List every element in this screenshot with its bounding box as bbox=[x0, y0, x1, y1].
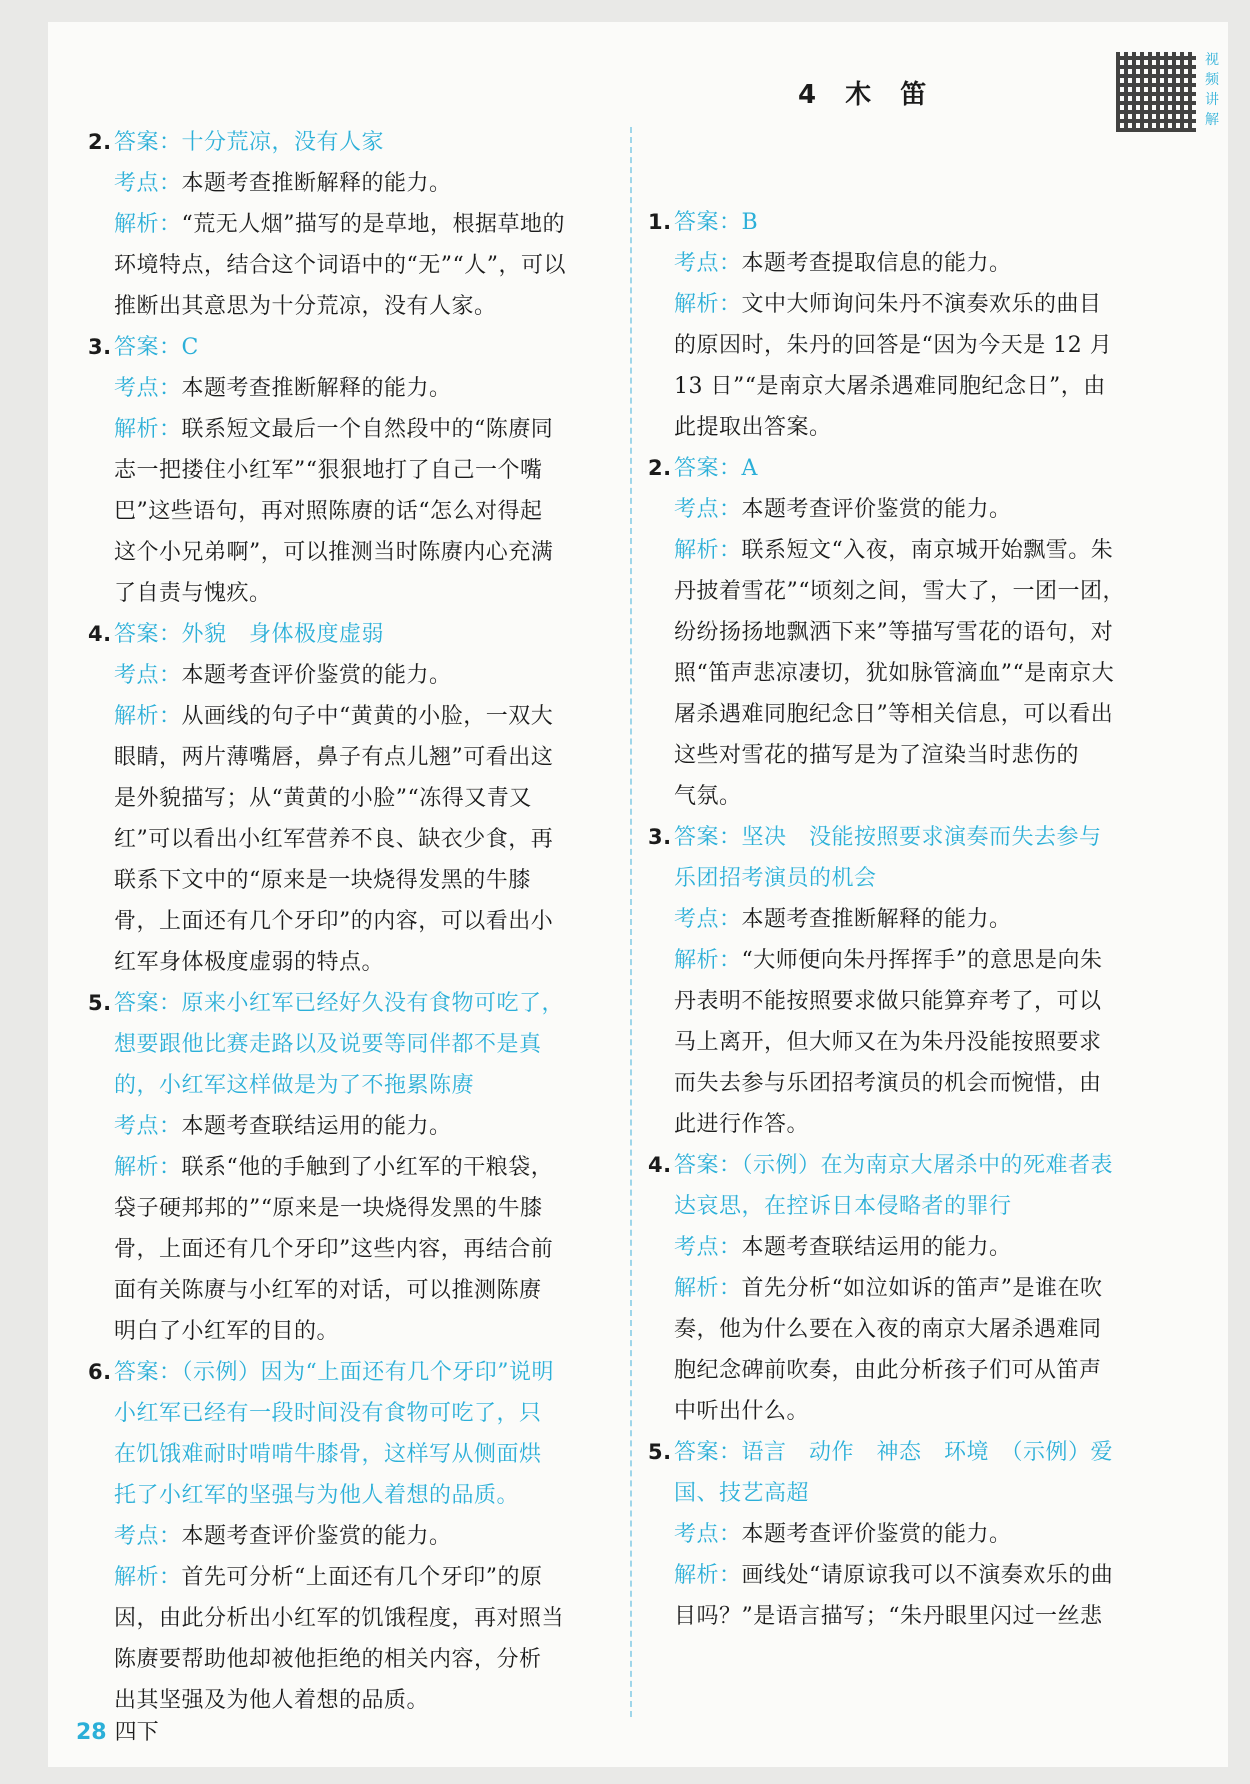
analysis-text: 从画线的句子中“黄黄的小脸，一双大 bbox=[181, 704, 554, 729]
section-title: 4 木 笛 bbox=[798, 80, 937, 110]
analysis-text: 目吗？”是语言描写；“朱丹眼里闪过一丝悲 bbox=[674, 1604, 1103, 1629]
point-tag: 考点： bbox=[674, 1235, 742, 1260]
analysis-text: 首先可分析“上面还有几个牙印”的原 bbox=[181, 1565, 543, 1590]
analysis-line bbox=[88, 942, 628, 983]
analysis-text: 骨，上面还有几个牙印”的内容，可以看出小 bbox=[114, 909, 554, 934]
analysis-text: 气氛。 bbox=[674, 784, 742, 809]
analysis-line bbox=[88, 491, 628, 532]
answer-line bbox=[88, 1024, 628, 1065]
analysis-text: “荒无人烟”描写的是草地，根据草地的 bbox=[181, 212, 566, 237]
analysis-line bbox=[88, 778, 628, 819]
analysis-line bbox=[88, 1270, 628, 1311]
answer-text: 的，小红军这样做是为了不拖累陈赓 bbox=[114, 1073, 475, 1098]
analysis-line bbox=[88, 450, 628, 491]
analysis-line bbox=[88, 573, 628, 614]
analysis-tag: 解析： bbox=[114, 1565, 182, 1590]
point-line bbox=[88, 368, 628, 409]
analysis-line bbox=[648, 1022, 1208, 1063]
point-tag: 考点： bbox=[114, 376, 182, 401]
answer-text: 原来小红军已经好久没有食物可吃了， bbox=[181, 991, 565, 1016]
analysis-line bbox=[648, 571, 1208, 612]
analysis-text: 志一把搂住小红军”“狠狠地打了自己一个嘴 bbox=[114, 458, 543, 483]
answer-text: （示例）因为“上面还有几个牙印”说明 bbox=[181, 1360, 555, 1385]
point-line bbox=[648, 489, 1208, 530]
analysis-line bbox=[648, 653, 1208, 694]
analysis-text: 联系下文中的“原来是一块烧得发黑的牛膝 bbox=[114, 868, 531, 893]
page-footer bbox=[76, 1715, 159, 1746]
analysis-line bbox=[648, 694, 1208, 735]
analysis-text: 联系短文“入夜，南京城开始飘雪。朱 bbox=[741, 538, 1114, 563]
analysis-line bbox=[648, 1350, 1208, 1391]
answer-line bbox=[88, 1393, 628, 1434]
answer-line bbox=[648, 817, 1208, 858]
point-text: 本题考查提取信息的能力。 bbox=[741, 251, 1012, 276]
answer-line bbox=[648, 1473, 1208, 1514]
answer-text: 乐团招考演员的机会 bbox=[674, 866, 877, 891]
analysis-line bbox=[88, 1229, 628, 1270]
analysis-text: 这个小兄弟啊”，可以推测当时陈赓内心充满 bbox=[114, 540, 554, 565]
analysis-line bbox=[648, 1268, 1208, 1309]
right-question-list bbox=[648, 202, 1208, 1637]
analysis-text: 陈赓要帮助他却被他拒绝的相关内容，分析 bbox=[114, 1647, 542, 1672]
answer-text: 坚决 没能按照要求演奏而失去参与 bbox=[741, 825, 1102, 850]
question-number: 2. bbox=[648, 456, 672, 480]
point-tag: 考点： bbox=[114, 171, 182, 196]
analysis-line bbox=[88, 532, 628, 573]
analysis-text: 了自责与愧疚。 bbox=[114, 581, 272, 606]
answer-text: C bbox=[181, 335, 199, 360]
question-number: 5. bbox=[648, 1440, 672, 1464]
analysis-line bbox=[648, 776, 1208, 817]
question-number: 4. bbox=[648, 1153, 672, 1177]
analysis-line bbox=[88, 1557, 628, 1598]
answer-text: 十分荒凉，没有人家 bbox=[181, 130, 385, 155]
answer-line bbox=[648, 858, 1208, 899]
point-line bbox=[88, 655, 628, 696]
analysis-line bbox=[88, 1311, 628, 1352]
analysis-line bbox=[648, 366, 1208, 407]
analysis-text: 明白了小红军的目的。 bbox=[114, 1319, 340, 1344]
question-number: 4. bbox=[88, 622, 112, 646]
analysis-line bbox=[88, 204, 628, 245]
answer-tag: 答案： bbox=[674, 825, 742, 850]
analysis-line bbox=[648, 407, 1208, 448]
point-text: 本题考查评价鉴赏的能力。 bbox=[741, 497, 1012, 522]
analysis-tag: 解析： bbox=[674, 538, 742, 563]
analysis-line bbox=[648, 1309, 1208, 1350]
analysis-tag: 解析： bbox=[674, 292, 742, 317]
qr-code-icon[interactable] bbox=[1116, 52, 1196, 132]
analysis-tag: 解析： bbox=[674, 1563, 742, 1588]
answer-tag: 答案： bbox=[674, 1440, 742, 1465]
point-tag: 考点： bbox=[114, 1524, 182, 1549]
analysis-text: 丹表明不能按照要求做只能算弃考了，可以 bbox=[674, 989, 1102, 1014]
analysis-text: 这些对雪花的描写是为了渲染当时悲伤的 bbox=[674, 743, 1080, 768]
analysis-line bbox=[88, 245, 628, 286]
point-line bbox=[88, 1106, 628, 1147]
analysis-line bbox=[648, 530, 1208, 571]
analysis-text: 面有关陈赓与小红军的对话，可以推测陈赓 bbox=[114, 1278, 542, 1303]
point-text: 本题考查评价鉴赏的能力。 bbox=[741, 1522, 1012, 1547]
analysis-line bbox=[88, 696, 628, 737]
analysis-text: 眼睛，两片薄嘴唇，鼻子有点儿翘”可看出这 bbox=[114, 745, 554, 770]
analysis-text: 而失去参与乐团招考演员的机会而惋惜，由 bbox=[674, 1071, 1102, 1096]
analysis-text: 屠杀遇难同胞纪念日”等相关信息，可以看出 bbox=[674, 702, 1114, 727]
question-number: 2. bbox=[88, 130, 112, 154]
analysis-line bbox=[88, 819, 628, 860]
answer-line bbox=[88, 1434, 628, 1475]
answer-text: 想要跟他比赛走路以及说要等同伴都不是真 bbox=[114, 1032, 542, 1057]
analysis-line bbox=[88, 737, 628, 778]
answer-tag: 答案： bbox=[114, 622, 182, 647]
answer-tag: 答案： bbox=[674, 210, 742, 235]
analysis-text: 是外貌描写；从“黄黄的小脸”“冻得又青又 bbox=[114, 786, 532, 811]
answer-text: 小红军已经有一段时间没有食物可吃了，只 bbox=[114, 1401, 542, 1426]
analysis-text: 此提取出答案。 bbox=[674, 415, 832, 440]
question-number: 3. bbox=[88, 335, 112, 359]
point-text: 本题考查推断解释的能力。 bbox=[741, 907, 1012, 932]
answer-text: （示例）在为南京大屠杀中的死难者表 bbox=[741, 1153, 1114, 1178]
analysis-tag: 解析： bbox=[114, 212, 182, 237]
analysis-line bbox=[648, 735, 1208, 776]
answer-line bbox=[88, 1065, 628, 1106]
answer-text: 国、技艺高超 bbox=[674, 1481, 810, 1506]
analysis-text: 袋子硬邦邦的”“原来是一块烧得发黑的牛膝 bbox=[114, 1196, 543, 1221]
left-column bbox=[88, 122, 628, 1721]
analysis-text: 因，由此分析出小红军的饥饿程度，再对照当 bbox=[114, 1606, 565, 1631]
question-number: 3. bbox=[648, 825, 672, 849]
analysis-tag: 解析： bbox=[114, 1155, 182, 1180]
analysis-text: 画线处“请原谅我可以不演奏欢乐的曲 bbox=[741, 1563, 1114, 1588]
answer-tag: 答案： bbox=[674, 456, 742, 481]
analysis-text: 巴”这些语句，再对照陈赓的话“怎么对得起 bbox=[114, 499, 543, 524]
answer-line bbox=[88, 327, 628, 368]
answer-text: A bbox=[741, 456, 758, 481]
answer-line bbox=[648, 1432, 1208, 1473]
point-text: 本题考查评价鉴赏的能力。 bbox=[181, 1524, 452, 1549]
analysis-line bbox=[648, 1596, 1208, 1637]
point-text: 本题考查联结运用的能力。 bbox=[181, 1114, 452, 1139]
column-divider bbox=[630, 127, 632, 1717]
answer-line bbox=[88, 1475, 628, 1516]
answer-tag: 答案： bbox=[114, 335, 182, 360]
point-line bbox=[648, 1227, 1208, 1268]
analysis-text: 中听出什么。 bbox=[674, 1399, 810, 1424]
analysis-line bbox=[648, 612, 1208, 653]
point-text: 本题考查推断解释的能力。 bbox=[181, 171, 452, 196]
analysis-text: 照“笛声悲凉凄切，犹如脉管滴血”“是南京大 bbox=[674, 661, 1115, 686]
analysis-line bbox=[648, 1104, 1208, 1145]
analysis-text: 推断出其意思为十分荒凉，没有人家。 bbox=[114, 294, 497, 319]
point-tag: 考点： bbox=[674, 251, 742, 276]
answer-line bbox=[88, 122, 628, 163]
answer-text: B bbox=[741, 210, 759, 235]
point-tag: 考点： bbox=[114, 1114, 182, 1139]
answer-text: 外貌 身体极度虚弱 bbox=[181, 622, 385, 647]
analysis-text: 丹披着雪花”“顷刻之间，雪大了，一团一团， bbox=[674, 579, 1125, 604]
analysis-line bbox=[648, 1555, 1208, 1596]
analysis-line bbox=[648, 940, 1208, 981]
answer-key-page bbox=[48, 22, 1228, 1767]
analysis-line bbox=[648, 1063, 1208, 1104]
page-number: 28 bbox=[76, 1720, 107, 1745]
answer-tag: 答案： bbox=[674, 1153, 742, 1178]
point-line bbox=[648, 899, 1208, 940]
point-text: 本题考查联结运用的能力。 bbox=[741, 1235, 1012, 1260]
grade-label: 四下 bbox=[114, 1720, 159, 1745]
answer-line bbox=[88, 983, 628, 1024]
point-line bbox=[88, 1516, 628, 1557]
answer-line bbox=[88, 614, 628, 655]
analysis-text: 环境特点，结合这个词语中的“无”“人”，可以 bbox=[114, 253, 566, 278]
analysis-text: 骨，上面还有几个牙印”这些内容，再结合前 bbox=[114, 1237, 554, 1262]
analysis-line bbox=[88, 409, 628, 450]
analysis-text: 胞纪念碑前吹奏，由此分析孩子们可从笛声 bbox=[674, 1358, 1102, 1383]
answer-text: 在饥饿难耐时啃啃牛膝骨，这样写从侧面烘 bbox=[114, 1442, 542, 1467]
answer-line bbox=[88, 1352, 628, 1393]
analysis-tag: 解析： bbox=[674, 948, 742, 973]
analysis-line bbox=[648, 981, 1208, 1022]
analysis-tag: 解析： bbox=[114, 704, 182, 729]
question-number: 5. bbox=[88, 991, 112, 1015]
answer-tag: 答案： bbox=[114, 130, 182, 155]
analysis-text: 出其坚强及为他人着想的品质。 bbox=[114, 1688, 430, 1713]
analysis-line bbox=[88, 901, 628, 942]
analysis-line bbox=[88, 1147, 628, 1188]
answer-text: 达哀思，在控诉日本侵略者的罪行 bbox=[674, 1194, 1012, 1219]
point-tag: 考点： bbox=[674, 1522, 742, 1547]
analysis-text: 13 日”“是南京大屠杀遇难同胞纪念日”，由 bbox=[674, 374, 1106, 399]
question-number: 1. bbox=[648, 210, 672, 234]
answer-line bbox=[648, 448, 1208, 489]
analysis-text: 马上离开，但大师又在为朱丹没能按照要求 bbox=[674, 1030, 1102, 1055]
point-text: 本题考查评价鉴赏的能力。 bbox=[181, 663, 452, 688]
answer-tag: 答案： bbox=[114, 991, 182, 1016]
analysis-line bbox=[88, 1188, 628, 1229]
analysis-line bbox=[648, 284, 1208, 325]
point-tag: 考点： bbox=[674, 907, 742, 932]
analysis-line bbox=[648, 1391, 1208, 1432]
analysis-text: 联系短文最后一个自然段中的“陈赓同 bbox=[181, 417, 554, 442]
point-line bbox=[648, 243, 1208, 284]
point-tag: 考点： bbox=[114, 663, 182, 688]
analysis-line bbox=[88, 860, 628, 901]
answer-line bbox=[648, 1145, 1208, 1186]
analysis-line bbox=[648, 325, 1208, 366]
point-line bbox=[88, 163, 628, 204]
analysis-line bbox=[88, 1598, 628, 1639]
analysis-text: 纷纷扬扬地飘洒下来”等描写雪花的语句，对 bbox=[674, 620, 1114, 645]
analysis-line bbox=[88, 286, 628, 327]
analysis-text: 红军身体极度虚弱的特点。 bbox=[114, 950, 385, 975]
analysis-text: “大师便向朱丹挥挥手”的意思是向朱 bbox=[741, 948, 1103, 973]
analysis-text: 奏，他为什么要在入夜的南京大屠杀遇难同 bbox=[674, 1317, 1102, 1342]
analysis-line bbox=[88, 1639, 628, 1680]
analysis-text: 文中大师询问朱丹不演奏欢乐的曲目 bbox=[741, 292, 1102, 317]
answer-tag: 答案： bbox=[114, 1360, 182, 1385]
answer-text: 语言 动作 神态 环境 （示例）爱 bbox=[741, 1440, 1114, 1465]
analysis-text: 首先分析“如泣如诉的笛声”是谁在吹 bbox=[741, 1276, 1103, 1301]
analysis-tag: 解析： bbox=[674, 1276, 742, 1301]
point-text: 本题考查推断解释的能力。 bbox=[181, 376, 452, 401]
analysis-text: 的原因时，朱丹的回答是“因为今天是 12 月 bbox=[674, 333, 1113, 358]
question-number: 6. bbox=[88, 1360, 112, 1384]
analysis-text: 红”可以看出小红军营养不良、缺衣少食，再 bbox=[114, 827, 554, 852]
answer-text: 托了小红军的坚强与为他人着想的品质。 bbox=[114, 1483, 520, 1508]
analysis-line bbox=[88, 1680, 628, 1721]
video-explanation-label: 视频讲解 bbox=[1205, 52, 1219, 128]
analysis-text: 此进行作答。 bbox=[674, 1112, 810, 1137]
point-line bbox=[648, 1514, 1208, 1555]
analysis-tag: 解析： bbox=[114, 417, 182, 442]
analysis-text: 联系“他的手触到了小红军的干粮袋， bbox=[181, 1155, 554, 1180]
answer-line bbox=[648, 1186, 1208, 1227]
point-tag: 考点： bbox=[674, 497, 742, 522]
answer-line bbox=[648, 202, 1208, 243]
